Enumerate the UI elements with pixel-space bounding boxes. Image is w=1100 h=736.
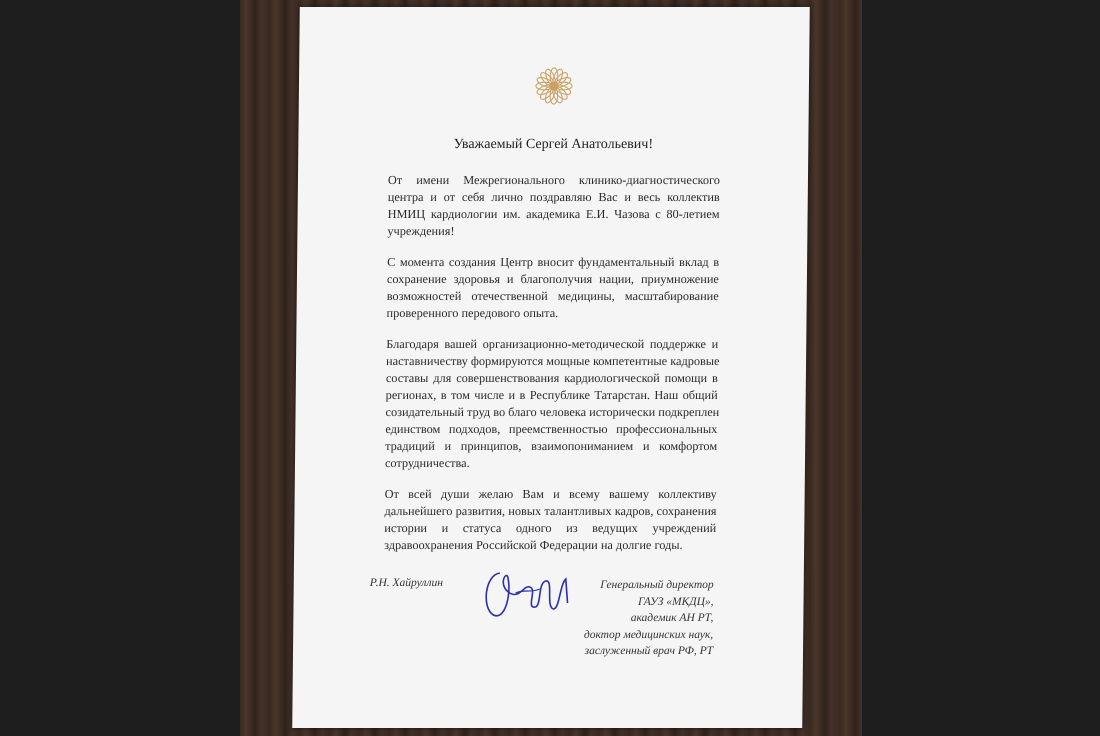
signer-title-line: заслуженный врач РФ, РТ [584, 645, 714, 657]
text-line: составы для совершенствования кардиологической помощи в [385, 371, 718, 385]
text-line: НМИЦ кардиологии им. академика Е.И. Чазова с 80-летием [387, 207, 720, 221]
text-line: дальнейшего развития, новых талантливых кадров, сохранения [384, 504, 717, 518]
signer-titles [584, 577, 714, 660]
text-line: учреждения! [387, 224, 455, 238]
signer-title-line: Генеральный директор [600, 579, 714, 591]
signer-name: Р.Н. Хайруллин [369, 577, 444, 589]
text-line: Благодаря вашей организационно-методической поддержке и [386, 337, 719, 351]
text-line: единством подходов, преемственностью профессиональных [385, 422, 718, 436]
signer-title-line: ГАУЗ «МКДЦ», [637, 595, 714, 608]
signer-title-line: академик АН РТ, [630, 612, 714, 624]
paragraph [384, 486, 717, 554]
text-line: От всей души желаю Вам и всему вашему коллективу [384, 487, 717, 501]
signer-title-line: доктор медицинских наук, [583, 628, 714, 641]
text-line: истории и статуса одного из ведущих учреждений [384, 521, 717, 535]
text-line: здравоохранения Российской Федерации на долгие годы. [384, 538, 683, 552]
paragraph [386, 254, 719, 322]
paragraph [387, 172, 720, 240]
salutation: Уважаемый Сергей Анатольевич! [453, 137, 654, 152]
text-line: возможностей отечественной медицины, масштабирование [386, 289, 719, 303]
paragraph [385, 336, 718, 472]
text-line: проверенного передового опыта. [386, 306, 559, 320]
text-line: С момента создания Центр вносит фундаментальный вклад в [387, 255, 720, 269]
emblem-logo [535, 67, 573, 105]
text-line: сотрудничества. [384, 456, 470, 470]
handwritten-signature [479, 563, 576, 623]
text-line: центра и от себя лично поздравляю Вас и весь коллектив [387, 190, 720, 204]
text-line: От имени Межрегионального клинико-диагностического [387, 173, 721, 187]
letter-sheet [292, 7, 810, 728]
text-line: сохранение здоровья и благополучия нации, приумножение [386, 272, 720, 286]
text-line: регионах, в том числе и в Республике Татарстан. Наш общий [385, 388, 718, 402]
text-line: наставничеству формируются мощные компетентные кадровые [385, 354, 720, 368]
letter-body [384, 172, 720, 568]
text-line: традиций и принципов, взаимопониманием и комфортом [385, 439, 718, 453]
text-line: созидательный труд во благо человека исторически подкреплен [385, 405, 720, 419]
